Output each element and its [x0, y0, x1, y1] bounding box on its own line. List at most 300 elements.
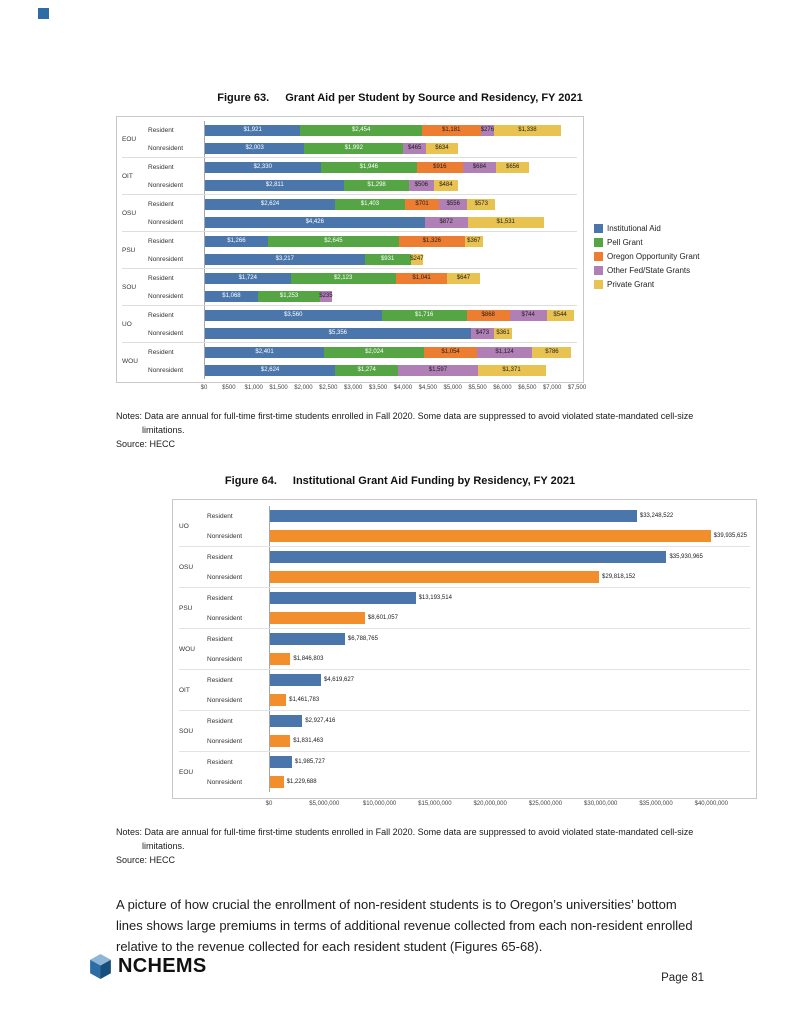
stacked-bar: [205, 236, 577, 247]
legend-item: [594, 280, 700, 289]
bar-value-label: $2,811: [265, 182, 284, 188]
bar-segment: [426, 143, 457, 154]
bar-segment: [439, 199, 467, 210]
residency-label: Nonresident: [148, 181, 184, 189]
bar-value-label: $1,274: [357, 367, 376, 373]
x-axis-tick-label: $1,000: [244, 385, 263, 391]
legend-label: Private Grant: [607, 279, 655, 289]
bar-value-label: $8,601,057: [367, 615, 398, 621]
chart-group: [122, 157, 577, 194]
bar-segment: [477, 347, 533, 358]
bar-area: [269, 608, 750, 628]
bar-segment: [205, 125, 300, 136]
x-axis-tick-label: $20,000,000: [473, 801, 507, 807]
bar-value-label: $744: [521, 312, 535, 318]
institution-label: EOU: [179, 768, 194, 776]
x-axis-tick-label: $2,000: [294, 385, 313, 391]
figure63-legend: [594, 224, 700, 289]
bar-row: [207, 608, 750, 628]
x-axis-tick-label: $2,500: [319, 385, 338, 391]
bar-segment: [268, 236, 399, 247]
bar-segment: [205, 254, 365, 265]
bar-segment: [321, 162, 418, 173]
group-rows: [148, 121, 577, 157]
bar-value-label: $484: [439, 182, 453, 188]
bar-row: [207, 547, 750, 567]
bar-value-label: $2,927,416: [305, 718, 336, 724]
bar-segment: [258, 291, 320, 302]
bar-area: [204, 269, 577, 287]
chart-group: [179, 587, 750, 628]
bar-row: [148, 306, 577, 324]
chart-group: [179, 546, 750, 587]
legend-label: Pell Grant: [607, 237, 643, 247]
residency-label: Nonresident: [207, 655, 243, 663]
x-axis-tick-label: $3,500: [368, 385, 388, 391]
bar-row: [207, 752, 750, 772]
group-rows: [207, 588, 750, 628]
bar-value-label: $1,326: [422, 238, 442, 244]
bar-segment: [409, 180, 434, 191]
figure64-x-axis: [265, 801, 750, 812]
bar-value-label: $1,716: [414, 312, 434, 318]
bar-row: [207, 670, 750, 690]
chart-group: [179, 751, 750, 792]
x-axis-tick-label: $5,000: [443, 385, 462, 391]
bar-segment: [471, 328, 494, 339]
residency-label: Resident: [207, 512, 233, 520]
bar: [270, 653, 290, 665]
legend-swatch: [594, 238, 603, 247]
bar-value-label: $4,426: [305, 219, 324, 225]
residency-label: Nonresident: [207, 696, 243, 704]
legend-item: [594, 224, 700, 233]
stacked-bar: [205, 125, 577, 136]
chart-group: [122, 268, 577, 305]
bar-row: [207, 629, 750, 649]
residency-label: Nonresident: [148, 329, 184, 337]
bar: [270, 694, 286, 706]
bar-segment: [205, 199, 335, 210]
page-number: Page 81: [661, 972, 704, 984]
residency-label: Resident: [207, 594, 233, 602]
figure63-bars: [122, 121, 577, 379]
bar-segment: [510, 310, 547, 321]
bar-value-label: $2,024: [365, 349, 384, 355]
bar-area: [269, 649, 750, 669]
bar-row: [207, 711, 750, 731]
bar-value-label: $1,985,727: [294, 759, 325, 765]
bar-segment: [481, 125, 495, 136]
bar: [270, 551, 666, 563]
figure64-notes: Notes: Data are annual for full-time first-time students enrolled in Fall 2020. Some data are suppressed to avoid violated state-mandated cell-size limitations.: [116, 827, 694, 851]
x-axis-tick-label: $0: [200, 385, 208, 391]
figure64-plot-area: [172, 499, 757, 799]
bar-area: [269, 506, 750, 526]
x-axis-tick-label: $35,000,000: [639, 801, 673, 807]
nchems-cube-icon: [88, 953, 113, 980]
bar-segment: [365, 254, 411, 265]
bar-segment: [398, 365, 477, 376]
x-axis-tick-label: $25,000,000: [528, 801, 563, 807]
bar-area: [204, 343, 577, 361]
bar-value-label: $2,624: [260, 201, 280, 207]
bar-value-label: $634: [435, 145, 449, 151]
bar-row: [148, 121, 577, 139]
bar-value-label: $684: [472, 164, 487, 170]
bar-value-label: $786: [545, 349, 559, 355]
bar-value-label: $556: [446, 201, 460, 207]
bar-value-label: $1,266: [227, 238, 246, 244]
chart-group: [179, 506, 750, 546]
legend-item: [594, 238, 700, 247]
x-axis-tick-label: $5,500: [468, 385, 487, 391]
bar: [270, 571, 599, 583]
bar-value-label: $2,454: [351, 127, 371, 133]
bar-value-label: $1,124: [495, 349, 514, 355]
bar-value-label: $1,054: [441, 349, 460, 355]
bar-value-label: $3,217: [275, 256, 294, 262]
bar-value-label: $647: [456, 275, 471, 281]
bar-value-label: $1,597: [428, 367, 448, 373]
residency-label: Resident: [148, 126, 174, 134]
bar-area: [269, 752, 750, 772]
figure63-notes: Notes: Data are annual for full-time first-time students enrolled in Fall 2020. Some data are suppressed to avoid violated state-mandated cell-size limitations.: [116, 411, 694, 435]
residency-label: Resident: [207, 758, 233, 766]
residency-label: Nonresident: [148, 255, 184, 263]
bar-segment: [496, 162, 529, 173]
bar-segment: [396, 273, 448, 284]
bar-area: [204, 361, 577, 379]
body-paragraph: A picture of how crucial the enrollment of non-resident students is to Oregon’s universities’ bottom lines shows large premiums in terms of additional revenue collected from each non-resident enrolled relative to the revenue collected for each resident student (Figures 65-68).: [116, 897, 693, 954]
bar-value-label: $1,461,783: [289, 697, 320, 703]
nchems-logo-text: NCHEMS: [118, 955, 207, 977]
bar-value-label: $33,248,522: [639, 513, 674, 519]
bar-area: [269, 670, 750, 690]
legend-swatch: [594, 280, 603, 289]
bar-row: [148, 232, 577, 250]
institution-label: OSU: [179, 563, 194, 571]
bar-area: [269, 629, 750, 649]
bar-area: [269, 588, 750, 608]
bar-segment: [463, 162, 497, 173]
chart-group: [179, 710, 750, 751]
bar-segment: [399, 236, 465, 247]
institution-label: PSU: [179, 604, 193, 612]
bar-segment: [205, 143, 304, 154]
group-rows: [148, 195, 577, 231]
chart-group: [122, 194, 577, 231]
bar-area: [204, 250, 577, 268]
stacked-bar: [205, 217, 577, 228]
institution-label: WOU: [179, 645, 195, 653]
bar-value-label: $465: [407, 145, 422, 151]
bar-row: [207, 690, 750, 710]
bar-value-label: $1,253: [279, 293, 299, 299]
group-rows: [148, 306, 577, 342]
bar-value-label: $2,645: [324, 238, 343, 244]
bar-segment: [465, 236, 483, 247]
x-axis-tick-label: $4,500: [418, 385, 437, 391]
figure64-label: Figure 64.: [224, 475, 277, 487]
legend-label: Other Fed/State Grants: [607, 265, 691, 275]
bar-segment: [205, 273, 291, 284]
bar-value-label: $4,619,627: [323, 677, 354, 683]
corner-accent-square: [38, 8, 49, 19]
bar-row: [148, 195, 577, 213]
bar-area: [204, 158, 577, 176]
figure63-chart: [116, 116, 800, 396]
bar-value-label: $2,624: [260, 367, 280, 373]
bar-value-label: $1,846,803: [293, 656, 324, 662]
legend-item: [594, 266, 700, 275]
x-axis-tick-label: $40,000,000: [694, 801, 728, 807]
bar-segment: [205, 217, 425, 228]
institution-label: WOU: [122, 357, 138, 365]
residency-label: Resident: [148, 311, 174, 319]
bar-row: [148, 269, 577, 287]
bar-value-label: $573: [474, 201, 488, 207]
x-axis-tick-label: $10,000,000: [362, 801, 397, 807]
institution-label: EOU: [122, 135, 137, 143]
bar-row: [148, 213, 577, 231]
bar-row: [207, 526, 750, 546]
chart-group: [179, 628, 750, 669]
stacked-bar: [205, 162, 577, 173]
bar-row: [207, 731, 750, 751]
bar-value-label: $3,560: [284, 312, 303, 318]
bar-segment: [434, 180, 458, 191]
group-rows: [148, 343, 577, 379]
bar-value-label: $1,229,688: [286, 779, 317, 785]
bar-segment: [300, 125, 422, 136]
bar-row: [148, 139, 577, 157]
x-axis-tick-label: $4,000: [393, 385, 413, 391]
stacked-bar: [205, 254, 577, 265]
legend-swatch: [594, 266, 603, 275]
bar-value-label: $868: [481, 312, 495, 318]
bar-value-label: $872: [439, 219, 453, 225]
bar-area: [269, 547, 750, 567]
group-rows: [148, 232, 577, 268]
x-axis-tick-label: $7,000: [542, 385, 562, 391]
group-rows: [207, 506, 750, 546]
bar-area: [269, 690, 750, 710]
bar-segment: [335, 199, 405, 210]
stacked-bar: [205, 347, 577, 358]
bar-segment: [478, 365, 546, 376]
institution-label: SOU: [122, 283, 137, 291]
x-axis-tick-label: $7,500: [567, 385, 587, 391]
bar-value-label: $916: [433, 164, 447, 170]
x-axis-tick-label: $5,000,000: [309, 801, 340, 807]
bar-value-label: $276: [480, 127, 495, 133]
figure63-title: [0, 92, 800, 104]
bar-area: [269, 711, 750, 731]
bar-segment: [447, 273, 479, 284]
bar-value-label: $1,946: [359, 164, 378, 170]
bar: [270, 633, 345, 645]
residency-label: Nonresident: [207, 614, 243, 622]
figure63-plot-column: [116, 116, 587, 396]
bar: [270, 612, 365, 624]
x-axis-tick-label: $15,000,000: [418, 801, 452, 807]
bar-row: [148, 361, 577, 379]
bar-segment: [547, 310, 574, 321]
bar-value-label: $35,930,965: [669, 554, 703, 560]
residency-label: Resident: [148, 200, 174, 208]
bar-area: [269, 772, 750, 792]
stacked-bar: [205, 199, 577, 210]
bar-area: [269, 731, 750, 751]
bar-area: [204, 232, 577, 250]
bar-area: [204, 306, 577, 324]
bar-row: [207, 649, 750, 669]
bar-area: [269, 526, 750, 546]
bar-row: [207, 567, 750, 587]
bar-row: [148, 324, 577, 342]
bar-value-label: $1,041: [412, 275, 431, 281]
bar-value-label: $1,403: [360, 201, 380, 207]
bar-value-label: $1,531: [496, 219, 515, 225]
stacked-bar: [205, 365, 577, 376]
bar-segment: [205, 328, 471, 339]
bar-value-label: $1,371: [502, 367, 521, 373]
chart-group: [122, 342, 577, 379]
bar-segment: [532, 347, 571, 358]
residency-label: Resident: [207, 635, 233, 643]
bar-row: [148, 176, 577, 194]
bar-segment: [424, 347, 476, 358]
bar-segment: [467, 199, 495, 210]
bar-value-label: $39,935,625: [713, 533, 748, 539]
stacked-bar: [205, 310, 577, 321]
group-rows: [148, 269, 577, 305]
bar-value-label: $931: [380, 256, 395, 262]
bar: [270, 715, 302, 727]
figure64-bars: [179, 506, 750, 792]
bar: [270, 530, 711, 542]
residency-label: Resident: [207, 553, 233, 561]
residency-label: Resident: [207, 717, 233, 725]
x-axis-tick-label: $1,500: [269, 385, 288, 391]
group-rows: [207, 752, 750, 792]
group-rows: [207, 711, 750, 751]
bar-value-label: $247: [410, 256, 424, 262]
figure63-source: Source: HECC: [116, 439, 176, 449]
bar-segment: [382, 310, 467, 321]
bar-area: [204, 324, 577, 342]
group-rows: [207, 670, 750, 710]
bar-value-label: $1,724: [238, 275, 257, 281]
bar-segment: [468, 217, 544, 228]
figure63-title-text: Grant Aid per Student by Source and Residency, FY 2021: [285, 92, 583, 104]
legend-label: Oregon Opportunity Grant: [607, 251, 700, 261]
figure64-chart: [172, 499, 800, 812]
bar-value-label: $1,992: [344, 145, 363, 151]
figure63-label: Figure 63.: [217, 92, 270, 104]
bar-value-label: $701: [415, 201, 429, 207]
chart-group: [122, 121, 577, 157]
bar-segment: [344, 180, 408, 191]
bar-segment: [425, 217, 468, 228]
bar-row: [148, 158, 577, 176]
residency-label: Nonresident: [148, 218, 184, 226]
bar-value-label: $6,788,765: [347, 636, 378, 642]
bar-row: [207, 772, 750, 792]
group-rows: [207, 629, 750, 669]
bar-segment: [324, 347, 424, 358]
bar-segment: [205, 291, 258, 302]
residency-label: Nonresident: [148, 366, 184, 374]
bar-value-label: $2,330: [253, 164, 272, 170]
residency-label: Resident: [148, 348, 174, 356]
bar-segment: [411, 254, 423, 265]
bar-segment: [304, 143, 403, 154]
bar-area: [204, 213, 577, 231]
stacked-bar: [205, 180, 577, 191]
institution-label: UO: [179, 522, 189, 530]
bar-segment: [205, 180, 344, 191]
bar-area: [269, 567, 750, 587]
bar-value-label: $1,921: [243, 127, 262, 133]
residency-label: Nonresident: [207, 737, 243, 745]
bar-value-label: $1,068: [222, 293, 241, 299]
bar-row: [148, 250, 577, 268]
legend-label: Institutional Aid: [607, 223, 661, 233]
x-axis-tick-label: $3,000: [344, 385, 363, 391]
bar-value-label: $2,003: [245, 145, 264, 151]
institution-label: OIT: [179, 686, 190, 694]
bar-value-label: $2,401: [255, 349, 274, 355]
figure64-title-text: Institutional Grant Aid Funding by Residency, FY 2021: [292, 475, 576, 487]
figure63-x-axis: [200, 385, 587, 396]
x-axis-tick-label: $30,000,000: [584, 801, 618, 807]
bar-segment: [417, 162, 462, 173]
bar-value-label: $29,818,152: [602, 574, 636, 580]
bar-segment: [205, 347, 324, 358]
bar-segment: [205, 162, 321, 173]
group-rows: [148, 158, 577, 194]
figure63-plot-area: [116, 116, 584, 383]
institution-label: OSU: [122, 209, 137, 217]
bar-value-label: $656: [506, 164, 520, 170]
x-axis-tick-label: $6,000: [493, 385, 512, 391]
stacked-bar: [205, 143, 577, 154]
legend-item: [594, 252, 700, 261]
residency-label: Resident: [148, 163, 174, 171]
bar-segment: [205, 236, 268, 247]
stacked-bar: [205, 291, 577, 302]
residency-label: Resident: [148, 274, 174, 282]
bar-value-label: $473: [475, 330, 490, 336]
bar-value-label: $367: [467, 238, 481, 244]
stacked-bar: [205, 273, 577, 284]
chart-group: [179, 669, 750, 710]
x-axis-tick-label: $0: [265, 801, 273, 807]
bar-segment: [494, 125, 560, 136]
bar-segment: [320, 291, 332, 302]
bar: [270, 735, 290, 747]
bar: [270, 776, 284, 788]
bar-segment: [335, 365, 398, 376]
bar-value-label: $544: [553, 312, 567, 318]
bar-segment: [403, 143, 426, 154]
stacked-bar: [205, 328, 577, 339]
chart-group: [122, 231, 577, 268]
bar-value-label: $5,356: [328, 330, 347, 336]
bar: [270, 510, 637, 522]
